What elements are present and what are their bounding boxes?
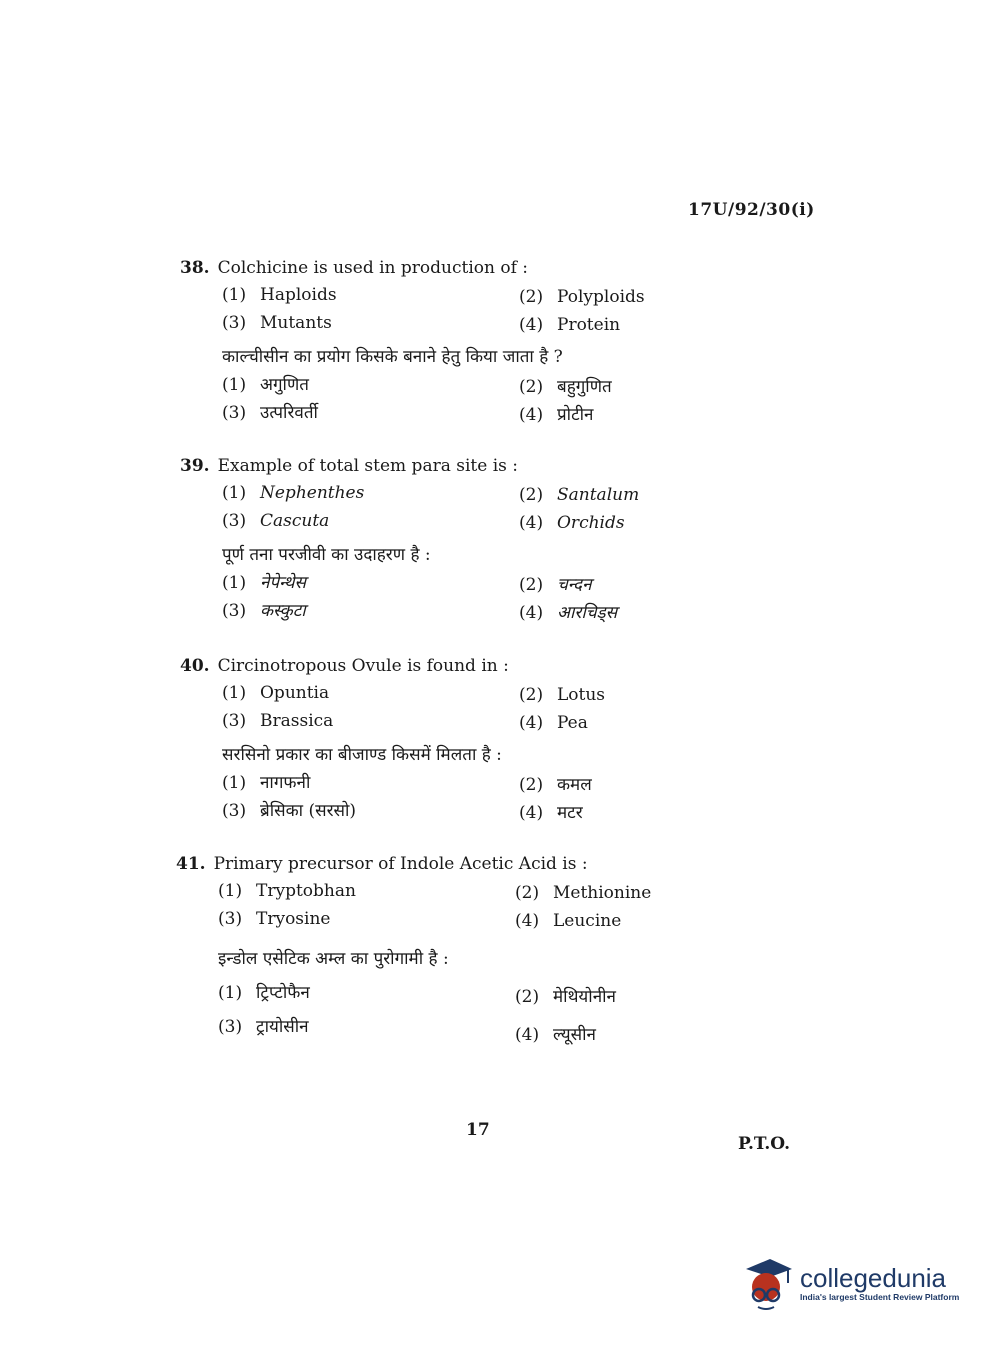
option-1: (1) नेपेन्थेस <box>222 573 306 593</box>
question-39 <box>180 454 700 624</box>
question-number: 39. <box>180 456 210 476</box>
option-2: (2) Santalum <box>519 485 640 505</box>
option-3: (3) Mutants <box>222 313 332 333</box>
option-1: (1) Tryptobhan <box>218 881 356 901</box>
option-4: (4) मटर <box>519 803 583 823</box>
pto-label: P.T.O. <box>738 1134 790 1154</box>
option-3: (3) ब्रेसिका (सरसो) <box>222 801 357 821</box>
option-1: (1) Opuntia <box>222 683 330 703</box>
question-stem-hi: इन्डोल एसेटिक अम्ल का पुरोगामी है : <box>218 949 449 969</box>
option-2: (2) Polyploids <box>519 287 645 307</box>
question-stem-hi: काल्चीसीन का प्रयोग किसके बनाने हेतु किया जाता है ? <box>222 347 563 367</box>
option-2: (2) चन्दन <box>519 575 592 595</box>
question-stem-en: 40. Circinotropous Ovule is found in : <box>180 656 509 676</box>
question-number: 41. <box>176 854 206 874</box>
brand-tagline: India's largest Student Review Platform <box>800 1292 960 1302</box>
option-3: (3) Tryosine <box>218 909 331 929</box>
option-2: (2) Methionine <box>515 883 652 903</box>
option-1: (1) Haploids <box>222 285 337 305</box>
option-3: (3) Brassica <box>222 711 334 731</box>
option-4: (4) Protein <box>519 315 621 335</box>
option-3: (3) उत्परिवर्ती <box>222 403 318 423</box>
question-number: 38. <box>180 258 210 278</box>
option-1: (1) अगुणित <box>222 375 309 395</box>
option-4: (4) ल्यूसीन <box>515 1025 596 1045</box>
option-4: (4) प्रोटीन <box>519 405 594 425</box>
options-hi <box>222 768 700 824</box>
options-hi <box>222 568 700 624</box>
option-4: (4) आरचिड्स <box>519 603 618 623</box>
option-2: (2) कमल <box>519 775 592 795</box>
option-2: (2) बहुगुणित <box>519 377 612 397</box>
option-3: (3) कस्कुटा <box>222 601 306 621</box>
options-en <box>222 678 700 734</box>
option-1: (1) नागफनी <box>222 773 311 793</box>
question-40 <box>180 654 700 824</box>
collegedunia-watermark <box>742 1248 972 1318</box>
options-hi <box>222 370 700 426</box>
question-stem-en: 39. Example of total stem para site is : <box>180 456 518 476</box>
question-stem-en: 38. Colchicine is used in production of : <box>180 258 529 278</box>
question-41 <box>176 852 696 1045</box>
option-1: (1) ट्रिप्टोफैन <box>218 983 310 1003</box>
option-3: (3) ट्रायोसीन <box>218 1017 309 1037</box>
question-stem-hi: पूर्ण तना परजीवी का उदाहरण है : <box>222 545 431 565</box>
option-2: (2) Lotus <box>519 685 606 705</box>
option-3: (3) Cascuta <box>222 511 330 531</box>
paper-code: 17U/92/30(i) <box>688 200 815 220</box>
options-en <box>222 280 700 336</box>
page-number: 17 <box>466 1120 490 1140</box>
brand-name: collegedunia <box>800 1263 947 1293</box>
question-38 <box>180 256 700 426</box>
question-number: 40. <box>180 656 210 676</box>
options-en <box>218 876 696 932</box>
question-stem-en: 41. Primary precursor of Indole Acetic Acid is : <box>176 854 588 874</box>
option-4: (4) Orchids <box>519 513 625 533</box>
option-4: (4) Leucine <box>515 911 622 931</box>
options-en <box>222 478 700 534</box>
options-hi <box>218 972 696 1045</box>
option-2: (2) मेथियोनीन <box>515 987 616 1007</box>
option-4: (4) Pea <box>519 713 588 733</box>
question-stem-hi: सरसिनो प्रकार का बीजाण्ड किसमें मिलता है : <box>222 745 502 765</box>
collegedunia-logo-icon <box>742 1253 794 1313</box>
option-1: (1) Nephenthes <box>222 483 365 503</box>
